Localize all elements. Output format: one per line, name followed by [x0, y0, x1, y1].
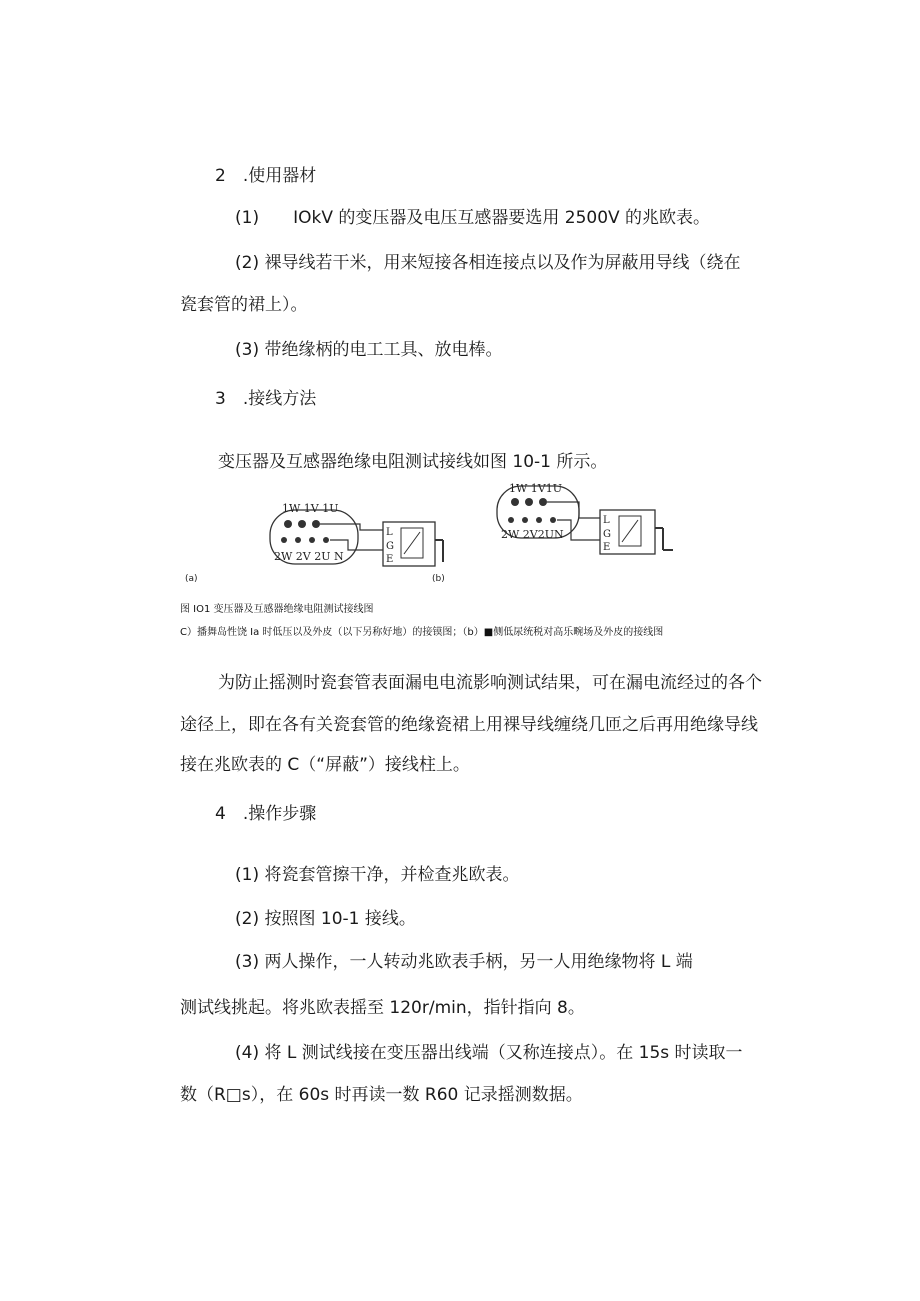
diagram-a-top-labels: 1W 1V 1U — [282, 502, 339, 515]
step-3-line-1: (3) 两人操作，一人转动兆欧表手柄，另一人用绝缘物将 L 端 — [235, 952, 693, 972]
paragraph-line-2: 途径上，即在各有关瓷套管的绝缘瓷裙上用裸导线缠绕几匝之后再用绝缘导线 — [180, 715, 758, 735]
step-3-line-2: 测试线挑起。将兆欧表摇至 120r∕min，指针指向 8。 — [180, 998, 585, 1018]
step-4-line-1: (4) 将 L 测试线接在变压器出线端（又称连接点）。在 15s 时读取一 — [235, 1043, 743, 1063]
meter-a-terminal-e: E — [386, 554, 394, 565]
equipment-item-3: (3) 带绝缘柄的电工工具、放电棒。 — [235, 340, 503, 360]
section-3-heading: 3 .接线方法 — [215, 389, 317, 409]
meter-b-terminal-l: L — [603, 515, 610, 526]
step-1: (1) 将瓷套管擦干净，并检查兆欧表。 — [235, 865, 520, 885]
equipment-item-1: (1) IOkV 的变压器及电压互感器要选用 2500V 的兆欧表。 — [235, 208, 711, 228]
meter-a-terminal-g: G — [386, 541, 394, 552]
step-4-line-2: 数（R□s），在 60s 时再读一数 R60 记录摇测数据。 — [180, 1085, 583, 1105]
diagram-a-bottom-labels: 2W 2V 2U N — [274, 550, 344, 563]
equipment-item-2-line-2: 瓷套管的裙上）。 — [180, 295, 308, 315]
diagram-b-top-labels: 1W 1V1U — [509, 482, 563, 495]
equipment-item-2-line-1: (2) 裸导线若干米，用来短接各相连接点以及作为屏蔽用导线（绕在 — [235, 253, 741, 273]
diagram-a-tag: (a) — [185, 574, 198, 584]
paragraph-line-1: 为防止摇测时瓷套管表面漏电电流影响测试结果，可在漏电流经过的各个 — [218, 673, 762, 693]
wiring-diagram-b — [495, 480, 695, 560]
meter-b-terminal-g: G — [603, 529, 611, 540]
meter-b-terminal-e: E — [603, 542, 611, 553]
wiring-diagram-a — [268, 500, 488, 580]
diagram-b-tag: (b) — [432, 574, 445, 584]
paragraph-line-3: 接在兆欧表的 C（“屏蔽”）接线柱上。 — [180, 755, 470, 775]
diagram-b-bottom-labels: 2W 2V2UN — [501, 528, 564, 541]
meter-a-terminal-l: L — [386, 527, 393, 538]
section-2-heading: 2 .使用器材 — [215, 166, 317, 186]
section-4-heading: 4 .操作步骤 — [215, 804, 317, 824]
step-2: (2) 按照图 10-1 接线。 — [235, 909, 416, 929]
figure-caption-detail: C）播舞岛性饶 Ia 时低压以及外皮（以下另称好地）的接镆图；（b）■侧低尿统税对高乐畹场及外皮的接线图 — [180, 627, 664, 638]
figure-intro: 变压器及互感器绝缘电阻测试接线如图 10-1 所示。 — [218, 452, 608, 472]
figure-caption-title: 图 IO1 变压器及互感器绝缘电阻测试接线图 — [180, 604, 374, 615]
